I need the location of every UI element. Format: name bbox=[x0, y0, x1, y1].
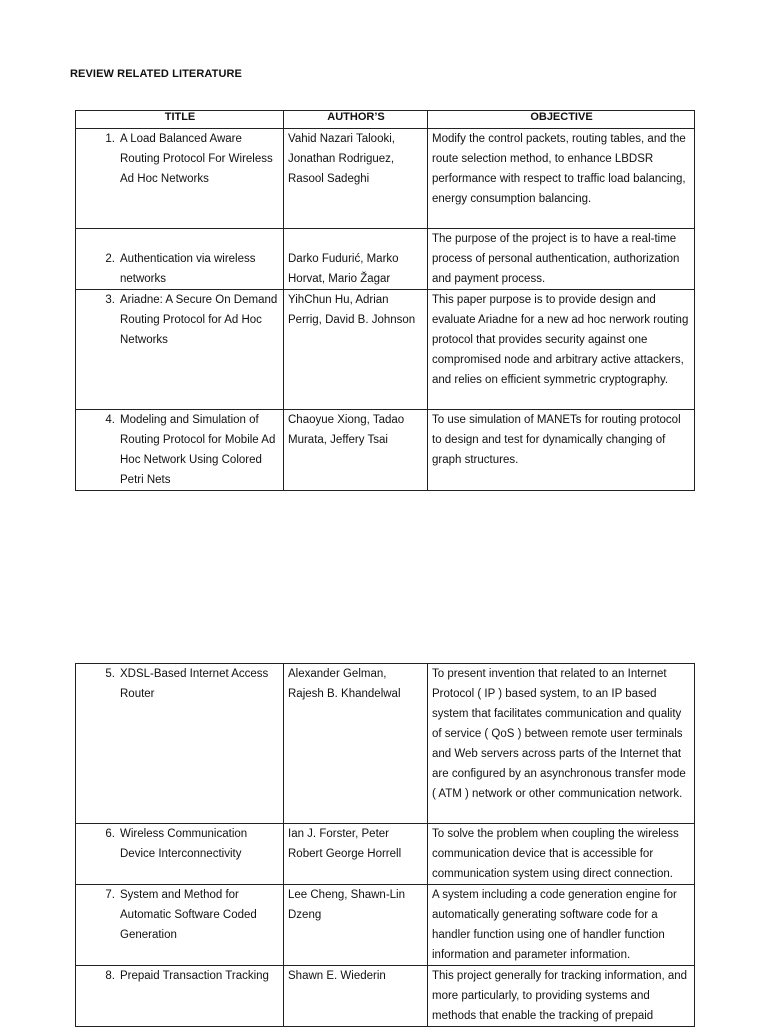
table-row bbox=[76, 664, 695, 824]
title-cell bbox=[76, 885, 284, 966]
row-number: 3. bbox=[105, 294, 115, 306]
authors-cell: YihChun Hu, Adrian Perrig, David B. Johnson bbox=[284, 290, 428, 410]
literature-table-page-2 bbox=[75, 663, 695, 1027]
title-cell bbox=[76, 824, 284, 885]
objective-cell: This paper purpose is to provide design and evaluate Ariadne for a new ad hoc nerwork routing protocol that provides security against one compromised node and arbitrary active attackers, and relies on efficient symmetric cryptography. bbox=[428, 290, 695, 410]
row-title: Modeling and Simulation of Routing Protocol for Mobile Ad Hoc Network Using Colored Petri Nets bbox=[120, 414, 276, 486]
column-header-authors: AUTHOR’S bbox=[284, 111, 428, 129]
row-title: Authentication via wireless networks bbox=[120, 253, 256, 285]
table-row bbox=[76, 290, 695, 410]
authors-cell: Darko Fudurić, Marko Horvat, Mario Žagar bbox=[284, 229, 428, 290]
column-header-title: TITLE bbox=[76, 111, 284, 129]
page-heading: REVIEW RELATED LITERATURE bbox=[70, 68, 242, 80]
authors-cell: Chaoyue Xiong, Tadao Murata, Jeffery Tsai bbox=[284, 410, 428, 491]
column-header-objective: OBJECTIVE bbox=[428, 111, 695, 129]
table-row bbox=[76, 885, 695, 966]
objective-cell: Modify the control packets, routing tables, and the route selection method, to enhance LBDSR performance with respect to traffic load balancing, energy consumption balancing. bbox=[428, 129, 695, 229]
title-cell bbox=[76, 966, 284, 1027]
table-row bbox=[76, 966, 695, 1027]
row-number: 8. bbox=[105, 970, 115, 982]
row-title: A Load Balanced Aware Routing Protocol For Wireless Ad Hoc Networks bbox=[120, 133, 273, 185]
table-row bbox=[76, 229, 695, 290]
objective-cell: The purpose of the project is to have a real-time process of personal authentication, authorization and payment process. bbox=[428, 229, 695, 290]
row-number: 6. bbox=[105, 828, 115, 840]
title-cell bbox=[76, 129, 284, 229]
authors-cell: Lee Cheng, Shawn-Lin Dzeng bbox=[284, 885, 428, 966]
objective-cell: To present invention that related to an Internet Protocol ( IP ) based system, to an IP based system that facilitates communication and quality of service ( QoS ) between remote user terminals and Web servers across parts of the Internet that are configured by an asynchronous transfer mode ( ATM ) network or other communication network. bbox=[428, 664, 695, 824]
authors-cell: Alexander Gelman, Rajesh B. Khandelwal bbox=[284, 664, 428, 824]
title-cell bbox=[76, 229, 284, 290]
table-row bbox=[76, 410, 695, 491]
row-number: 2. bbox=[105, 253, 115, 265]
authors-cell: Ian J. Forster, Peter Robert George Horrell bbox=[284, 824, 428, 885]
row-title: Prepaid Transaction Tracking bbox=[120, 970, 269, 982]
row-number: 7. bbox=[105, 889, 115, 901]
row-title: Wireless Communication Device Interconnectivity bbox=[120, 828, 248, 860]
row-title: Ariadne: A Secure On Demand Routing Protocol for Ad Hoc Networks bbox=[120, 294, 278, 346]
title-cell bbox=[76, 410, 284, 491]
authors-cell: Vahid Nazari Talooki, Jonathan Rodriguez, Rasool Sadeghi bbox=[284, 129, 428, 229]
table-header-row bbox=[76, 111, 695, 129]
row-title: System and Method for Automatic Software Coded Generation bbox=[120, 889, 257, 941]
objective-cell: To use simulation of MANETs for routing protocol to design and test for dynamically changing of graph structures. bbox=[428, 410, 695, 491]
objective-cell: This project generally for tracking information, and more particularly, to providing systems and methods that enable the tracking of prepaid bbox=[428, 966, 695, 1027]
row-number: 5. bbox=[105, 668, 115, 680]
row-number: 1. bbox=[105, 133, 115, 145]
row-number: 4. bbox=[105, 414, 115, 426]
objective-cell: A system including a code generation engine for automatically generating software code for a handler function using one of handler function information and parameter information. bbox=[428, 885, 695, 966]
title-cell bbox=[76, 290, 284, 410]
title-cell bbox=[76, 664, 284, 824]
table-row bbox=[76, 824, 695, 885]
objective-cell: To solve the problem when coupling the wireless communication device that is accessible for communication system using direct connection. bbox=[428, 824, 695, 885]
authors-cell: Shawn E. Wiederin bbox=[284, 966, 428, 1027]
row-title: XDSL-Based Internet Access Router bbox=[120, 668, 269, 700]
literature-table-page-1 bbox=[75, 110, 695, 491]
table-row bbox=[76, 129, 695, 229]
